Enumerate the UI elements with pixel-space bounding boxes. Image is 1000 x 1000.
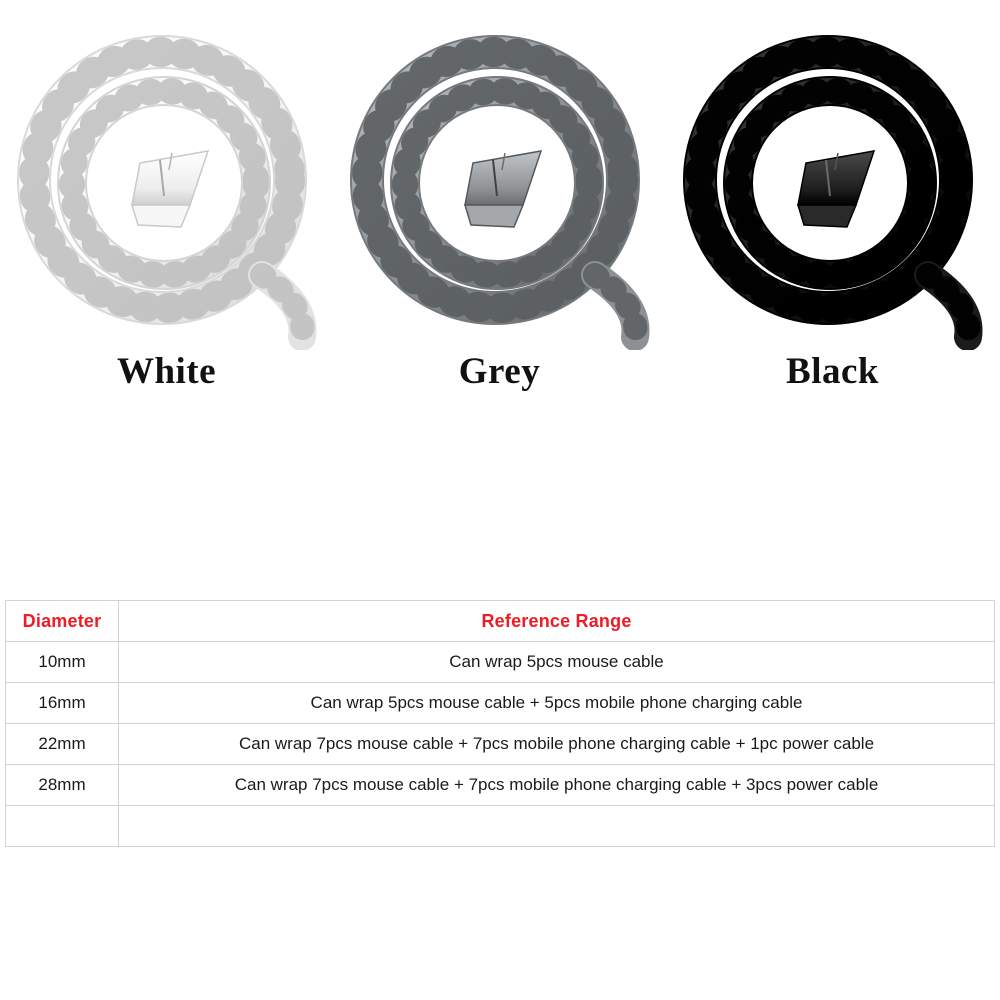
variant-label-white: White [116, 351, 217, 392]
cell-empty-diameter [6, 806, 119, 847]
diameter-reference-table [5, 600, 995, 847]
cell-reference-range: Can wrap 5pcs mouse cable [119, 642, 995, 683]
spiral-coil-icon [12, 20, 322, 350]
cell-empty-reference-range [119, 806, 995, 847]
cell-diameter: 22mm [6, 724, 119, 765]
table-row [6, 724, 995, 765]
table-row [6, 765, 995, 806]
variant-white[interactable] [0, 0, 333, 430]
table-row [6, 642, 995, 683]
spiral-cable-wrap-white-image [12, 20, 322, 350]
spiral-coil-icon [678, 20, 988, 350]
cell-reference-range: Can wrap 5pcs mouse cable + 5pcs mobile phone charging cable [119, 683, 995, 724]
variant-label-grey: Grey [458, 351, 541, 392]
spiral-cable-wrap-black-image [678, 20, 988, 350]
spiral-coil-icon [345, 20, 655, 350]
cable-threading-clip-icon [132, 151, 208, 227]
specification-table-zone [0, 600, 1000, 847]
variant-black[interactable] [666, 0, 999, 430]
cell-reference-range: Can wrap 7pcs mouse cable + 7pcs mobile phone charging cable + 1pc power cable [119, 724, 995, 765]
cell-reference-range: Can wrap 7pcs mouse cable + 7pcs mobile phone charging cable + 3pcs power cable [119, 765, 995, 806]
cable-threading-clip-icon [465, 151, 541, 227]
cell-diameter: 10mm [6, 642, 119, 683]
table-row-empty [6, 806, 995, 847]
spiral-cable-wrap-grey-image [345, 20, 655, 350]
cell-diameter: 16mm [6, 683, 119, 724]
table-header-diameter: Diameter [6, 601, 119, 642]
variant-grey[interactable] [333, 0, 666, 430]
cable-threading-clip-icon [798, 151, 874, 227]
variant-label-black: Black [786, 351, 879, 392]
cell-diameter: 28mm [6, 765, 119, 806]
table-row [6, 683, 995, 724]
table-header-reference-range: Reference Range [119, 601, 995, 642]
table-header-row [6, 601, 995, 642]
